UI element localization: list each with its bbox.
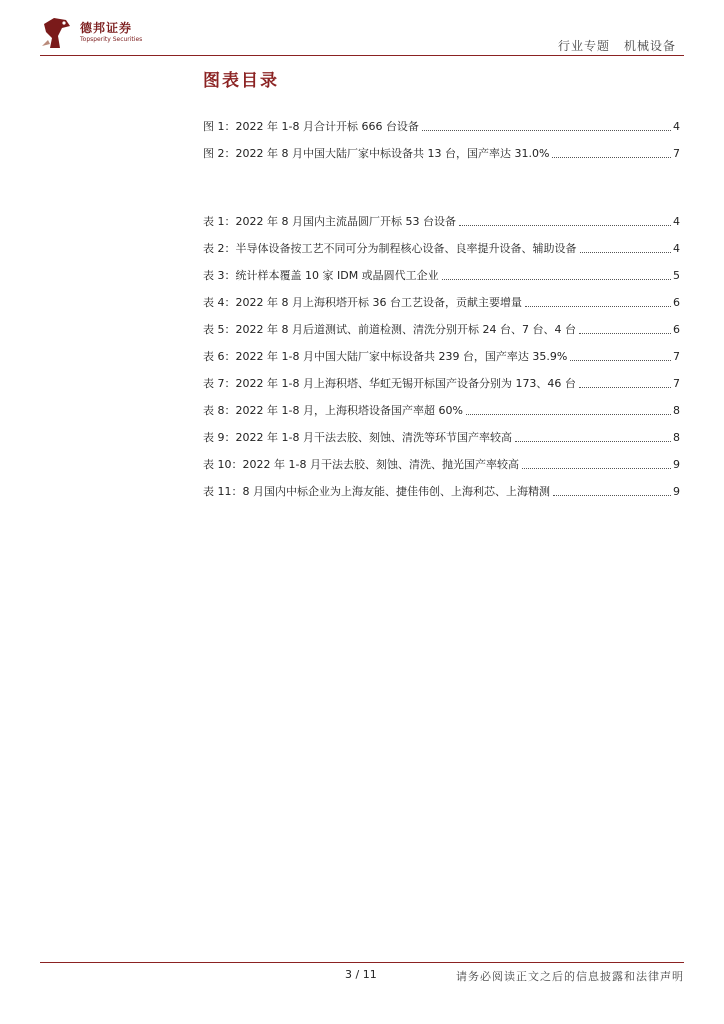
figure-entry-page: 4 <box>673 120 680 133</box>
table-entry-label: 表 3：统计样本覆盖 10 家 IDM 或晶圆代工企业 <box>203 269 439 282</box>
table-entry-page: 7 <box>673 350 680 363</box>
table-entry-label: 表 10：2022 年 1-8 月干法去胶、刻蚀、清洗、抛光国产率较高 <box>203 458 519 471</box>
dot-leader <box>580 251 672 253</box>
dot-leader <box>553 494 671 496</box>
table-entry[interactable] <box>203 337 680 364</box>
table-entry-page: 6 <box>673 323 680 336</box>
figure-entry-label: 图 1：2022 年 1-8 月合计开标 666 台设备 <box>203 120 419 133</box>
table-entry-page: 4 <box>673 242 680 255</box>
table-entry-page: 7 <box>673 377 680 390</box>
figure-list <box>203 107 680 161</box>
table-list <box>203 202 680 499</box>
table-entry-label: 表 2：半导体设备按工艺不同可分为制程核心设备、良率提升设备、辅助设备 <box>203 242 577 255</box>
table-entry[interactable] <box>203 364 680 391</box>
dot-leader <box>442 278 671 280</box>
table-entry-page: 6 <box>673 296 680 309</box>
table-entry-label: 表 7：2022 年 1-8 月上海积塔、华虹无锡开标国产设备分别为 173、46 台 <box>203 377 576 390</box>
dot-leader <box>579 386 671 388</box>
page-header <box>0 0 724 60</box>
table-entry[interactable] <box>203 391 680 418</box>
report-sector: 机械设备 <box>623 39 676 53</box>
dot-leader <box>522 467 671 469</box>
table-entry-page: 4 <box>673 215 680 228</box>
table-entry-page: 9 <box>673 458 680 471</box>
table-entry-page: 8 <box>673 431 680 444</box>
table-entry[interactable] <box>203 283 680 310</box>
table-entry-label: 表 9：2022 年 1-8 月干法去胶、刻蚀、清洗等环节国产率较高 <box>203 431 512 444</box>
dot-leader <box>552 156 671 158</box>
table-entry[interactable] <box>203 256 680 283</box>
table-entry[interactable] <box>203 229 680 256</box>
dot-leader <box>515 440 671 442</box>
table-entry-page: 9 <box>673 485 680 498</box>
table-entry[interactable] <box>203 472 680 499</box>
table-entry[interactable] <box>203 445 680 472</box>
figure-entry-label: 图 2：2022 年 8 月中国大陆厂家中标设备共 13 台，国产率达 31.0% <box>203 147 550 160</box>
company-logo-icon <box>40 16 74 50</box>
figure-entry[interactable] <box>203 107 680 134</box>
table-entry[interactable] <box>203 310 680 337</box>
dot-leader <box>570 359 671 361</box>
disclaimer-note: 请务必阅读正文之后的信息披露和法律声明 <box>456 970 684 983</box>
report-type: 行业专题 <box>557 39 610 53</box>
figure-entry-page: 7 <box>673 147 680 160</box>
table-entry-label: 表 1：2022 年 8 月国内主流晶圆厂开标 53 台设备 <box>203 215 456 228</box>
dot-leader <box>459 224 671 226</box>
brand-name-en: Topsperity Securities <box>80 36 143 43</box>
dot-leader <box>579 332 671 334</box>
table-entry-label: 表 8：2022 年 1-8 月，上海积塔设备国产率超 60% <box>203 404 463 417</box>
table-entry-label: 表 5：2022 年 8 月后道测试、前道检测、清洗分别开标 24 台、7 台、4 台 <box>203 323 576 336</box>
table-entry-label: 表 6：2022 年 1-8 月中国大陆厂家中标设备共 239 台，国产率达 35.9% <box>203 350 568 363</box>
brand-name-cn: 德邦证券 <box>80 21 133 35</box>
company-logo <box>40 16 180 50</box>
header-divider <box>40 55 684 56</box>
table-entry-page: 5 <box>673 269 680 282</box>
dot-leader <box>466 413 671 415</box>
toc-title: 图表目录 <box>203 71 279 91</box>
dot-leader <box>422 129 671 131</box>
table-entry[interactable] <box>203 202 680 229</box>
report-category <box>544 37 676 54</box>
table-entry-page: 8 <box>673 404 680 417</box>
table-entry[interactable] <box>203 418 680 445</box>
footer-divider <box>40 962 684 963</box>
table-entry-label: 表 11：8 月国内中标企业为上海友能、捷佳伟创、上海利芯、上海精测 <box>203 485 550 498</box>
figure-entry[interactable] <box>203 134 680 161</box>
page-number: 3 / 11 <box>345 968 377 981</box>
table-entry-label: 表 4：2022 年 8 月上海积塔开标 36 台工艺设备，贡献主要增量 <box>203 296 522 309</box>
dot-leader <box>525 305 671 307</box>
